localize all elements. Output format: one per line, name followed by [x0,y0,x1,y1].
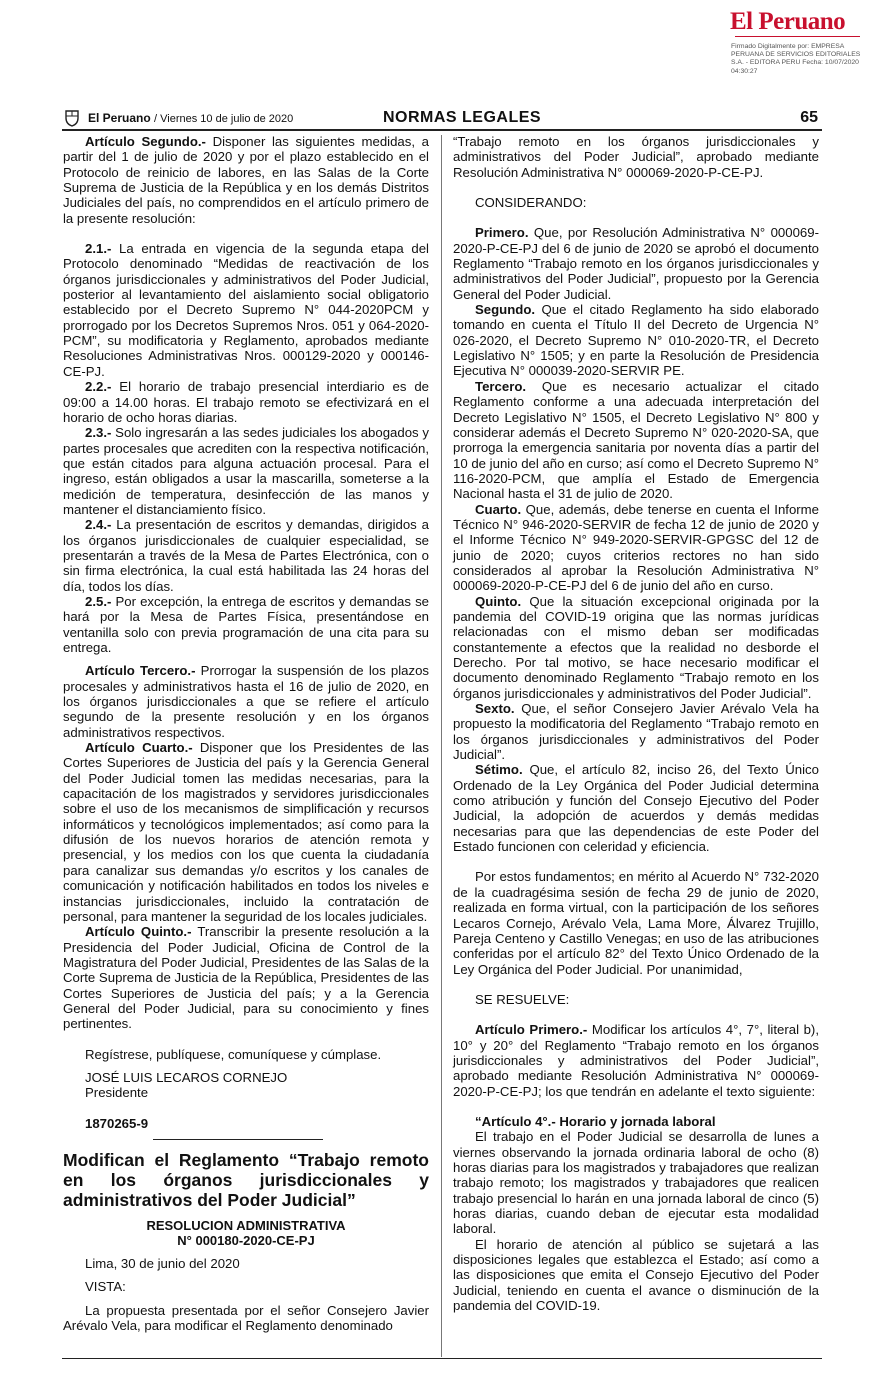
resuelve-heading: SE RESUELVE: [475,991,570,1007]
paragraph: Sexto. Que, el señor Consejero Javier Arévalo Vela ha propuesto la modificatoria del Reglamento “Trabajo remoto en los órganos jurisdiccionales y administrativos del Poder Judicial”. [453,701,819,763]
signer-title: Presidente [85,1085,149,1101]
column-divider [441,135,442,1357]
paragraph: 2.5.- Por excepción, la entrega de escritos y demandas se hará por la Mesa de Partes Física, presentándose en ventanilla solo con previa programación de una cita para su entrega. [63,593,429,655]
signer-name: JOSÉ LUIS LECAROS CORNEJO [85,1069,288,1085]
paragraph: Artículo Quinto.- Transcribir la presente resolución a la Presidencia del Poder Judicial, Oficina de Control de la Magistratura del Poder Judicial, Presidentes de las Salas de la Corte Suprema de Justicia de la República, Presidentes de las Cortes Superiores de Justicia del país; y a la Gerencia General del Poder Judicial, para su conocimiento y fines pertinentes. [63,924,429,1032]
paragraph: Artículo Cuarto.- Disponer que los Presidentes de las Cortes Superiores de Justicia del país y la Gerencia General del Poder Judicial tomen las medidas necesarias, para la capacitación de los magistrados y servidores jurisdiccionales sobre el uso de los mecanismos de simplificación y recursos informáticos y tecnológicos implementados; así como para la difusión de los nuevos horarios de atención remota y presencial, y los medios con los que cuenta la ciudadanía para canalizar sus demandas y/o escritos y los canales de comunicación y notificación habilitados en todos los niveles e instancias jurisdiccionales, incluido la contratación de personal, para mantener la seguridad de los locales judiciales. [63,740,429,924]
digital-signature: Firmado Digitalmente por: EMPRESA PERUANA DE SERVICIOS EDITORIALES S.A. - EDITORA PERU Fecha: 10/07/2020 04:30:27 [731,43,861,75]
paragraph: Primero. Que, por Resolución Administrativa N° 000069-2020-P-CE-PJ del 6 de junio de 2020 se aprobó el documento Reglamento “Trabajo remoto en los órganos jurisdiccionales y administrativos del Poder Judicial”, propuesto por la Gerencia General del Poder Judicial. [453,225,819,302]
vista-heading: VISTA: [85,1279,126,1295]
footer-rule [62,1358,822,1359]
paragraph: Por estos fundamentos; en mérito al Acuerdo N° 732-2020 de la cuadragésima sesión de fecha 29 de junio de 2020, realizada en forma virtual, con la participación de los señores Lecaros Cornejo, Arévalo Vela, Lama More, Álvarez Trujillo, Pareja Centeno y Castillo Venegas; en uso de las atribuciones conferidas por el artículo 82° del Texto Único Ordenado de la Ley Orgánica del Poder Judicial. Por unanimidad, [453,869,819,977]
paragraph: El trabajo en el Poder Judicial se desarrolla de lunes a viernes observando la jornada ordinaria laboral de ocho (8) horas diarias para los magistrados y trabajadores que realizan trabajo remoto; los magistrados y trabajadores que realicen trabajo presencial lo harán en una jornada laboral de cinco (5) horas diarias, cuando deban de ejecutar esta modalidad laboral. [453,1129,819,1237]
article-heading: “Artículo 4°.- Horario y jornada laboral [475,1113,716,1129]
paragraph: 2.4.- La presentación de escritos y demandas, dirigidos a los órganos jurisdiccionales de cualquier especialidad, se presentarán a través de la Mesa de Partes Electrónica, con o sin firma electrónica, la cual está habilitada las 24 horas del día, todos los días. [63,517,429,594]
logo-underline [735,36,860,41]
page-number: 65 [800,109,818,126]
page-header [62,107,822,131]
paragraph: “Trabajo remoto en los órganos jurisdiccionales y administrativos del Poder Judicial”, aprobado mediante Resolución Administrativa N° 000069-2020-P-CE-PJ. [453,134,819,180]
el-peruano-logo: El Peruano [730,8,846,35]
header-section: NORMAS LEGALES [382,109,542,126]
paragraph: Artículo Segundo.- Disponer las siguientes medidas, a partir del 1 de julio de 2020 y por el plazo establecido en el Protocolo de reinicio de labores, en las Salas de la Corte Suprema de Justicia de la República y en los demás Distritos Judiciales del país, no comprendidos en el artículo primero de la presente resolución: [63,134,429,226]
paragraph: Sétimo. Que, el artículo 82, inciso 26, del Texto Único Ordenado de la Ley Orgánica del Poder Judicial determina como atribución y función del Consejo Ejecutivo del Poder Judicial, la adopción de acuerdos y demás medidas necesarias para que las dependencias de este Poder del Estado funcionen con celeridad y eficiencia. [453,762,819,855]
paragraph: Cuarto. Que, además, debe tenerse en cuenta el Informe Técnico N° 946-2020-SERVIR de fecha 12 de junio de 2020 y el Informe Técnico N° 949-2020-SERVIR-GPGSC del 12 de junio de 2020; cuyos criterios rectores no han sido considerados al aprobar la Resolución Administrativa N° 000069-2020-P-CE-PJ del 6 de junio del año en curso. [453,501,819,594]
paragraph: El horario de atención al público se sujetará a las disposiciones legales que establezca el Estado; así como a las disposiciones que emita el Consejo Ejecutivo del Poder Judicial, teniendo en cuenta el avance o disminución de la pandemia del COVID-19. [453,1236,819,1314]
resolution-title: Modifican el Reglamento “Trabajo remoto en los órganos jurisdiccionales y administrativos del Poder Judicial” [63,1149,429,1210]
paragraph: Quinto. Que la situación excepcional originada por la pandemia del COVID-19 origina que las normas jurídicas relacionadas con el mismo deban ser modificadas constantemente a efectos que la realidad no desborde el Derecho. Por tal motivo, se hace necesario modificar el documento denominado Reglamento “Trabajo remoto en los órganos jurisdiccionales y administrativos del Poder Judicial”. [453,593,819,701]
place-date: Lima, 30 de junio del 2020 [85,1255,240,1271]
paragraph: 2.3.- Solo ingresarán a las sedes judiciales los abogados y partes procesales que acrediten con la respectiva notificación, que están citados para alguna actuación procesal. Para el ingreso, están obligados a usar la mascarilla, someterse a la medición de temperatura, desinfección de las manos y mantener el distanciamiento físico. [63,425,429,517]
paragraph: Tercero. Que es necesario actualizar el citado Reglamento conforme a una adecuada interpretación del Decreto Legislativo N° 1505, el Decreto Legislativo N° 800 y considerar además el Decreto Supremo N° 020-2020-SA, que prorroga la emergencia sanitaria por noventa días a partir del 10 de junio del año en curso; así como el Decreto Supremo N° 116-2020-PCM, que amplía el Estado de Emergencia Nacional hasta el 31 de julio de 2020. [453,378,819,502]
paragraph: Segundo. Que el citado Reglamento ha sido elaborado tomando en cuenta el Título II del Decreto de Urgencia N° 026-2020, el Decreto Supremo N° 010-2020-TR, el Decreto Legislativo N° 1505; y en parte la Resolución de Presidencia Ejecutiva N° 000039-2020-SERVIR PE. [453,302,819,379]
header-date: / Viernes 10 de julio de 2020 [154,113,294,125]
closing-formula: Regístrese, publíquese, comuníquese y cúmplase. [85,1046,382,1062]
section-separator [153,1139,323,1140]
header-rule [62,129,822,131]
paragraph: La propuesta presentada por el señor Consejero Javier Arévalo Vela, para modificar el Reglamento denominado [63,1302,429,1333]
paragraph: Artículo Tercero.- Prorrogar la suspensión de los plazos procesales y administrativos hasta el 16 de julio de 2020, en los órganos jurisdiccionales a que se refiere el artículo segundo de la presente resolución y en los órganos administrativos respectivos. [63,663,429,740]
header-paper-name: El Peruano [88,111,151,125]
considerando-heading: CONSIDERANDO: [475,195,587,211]
right-column [453,134,819,1313]
resolution-type: RESOLUCION ADMINISTRATIVA [146,1217,346,1233]
paragraph: Artículo Primero.- Modificar los artículos 4°, 7°, literal b), 10° y 20° del Reglamento “Trabajo remoto en los órganos jurisdiccionales y administrativos del Poder Judicial”, aprobado mediante Resolución Administrativa N° 000069-2020-P-CE-PJ; los que tendrán en adelante el texto siguiente: [453,1022,819,1099]
resolution-number: N° 000180-2020-CE-PJ [177,1232,315,1248]
paragraph: 2.2.- El horario de trabajo presencial interdiario es de 09:00 a 14.00 horas. El trabajo remoto se efectivizará en el horario de ocho horas diarias. [63,379,429,425]
paragraph: 2.1.- La entrada en vigencia de la segunda etapa del Protocolo denominado “Medidas de reactivación de los órganos jurisdiccionales y administrativos del Poder Judicial, posterior al levantamiento del aislamiento social obligatorio establecido por el Decreto Supremo N° 044-2020PCM y prorrogado por los Decretos Supremos Nros. 051 y 064-2020-PCM”, su modificatoria y Reglamento, aprobados mediante Resoluciones Administrativas Nros. 000129-2020 y 000146-CE-PJ. [63,241,429,379]
left-column [63,134,429,1333]
publication-code: 1870265-9 [85,1115,149,1131]
header-paper [88,111,293,125]
coat-of-arms-icon [64,109,80,127]
